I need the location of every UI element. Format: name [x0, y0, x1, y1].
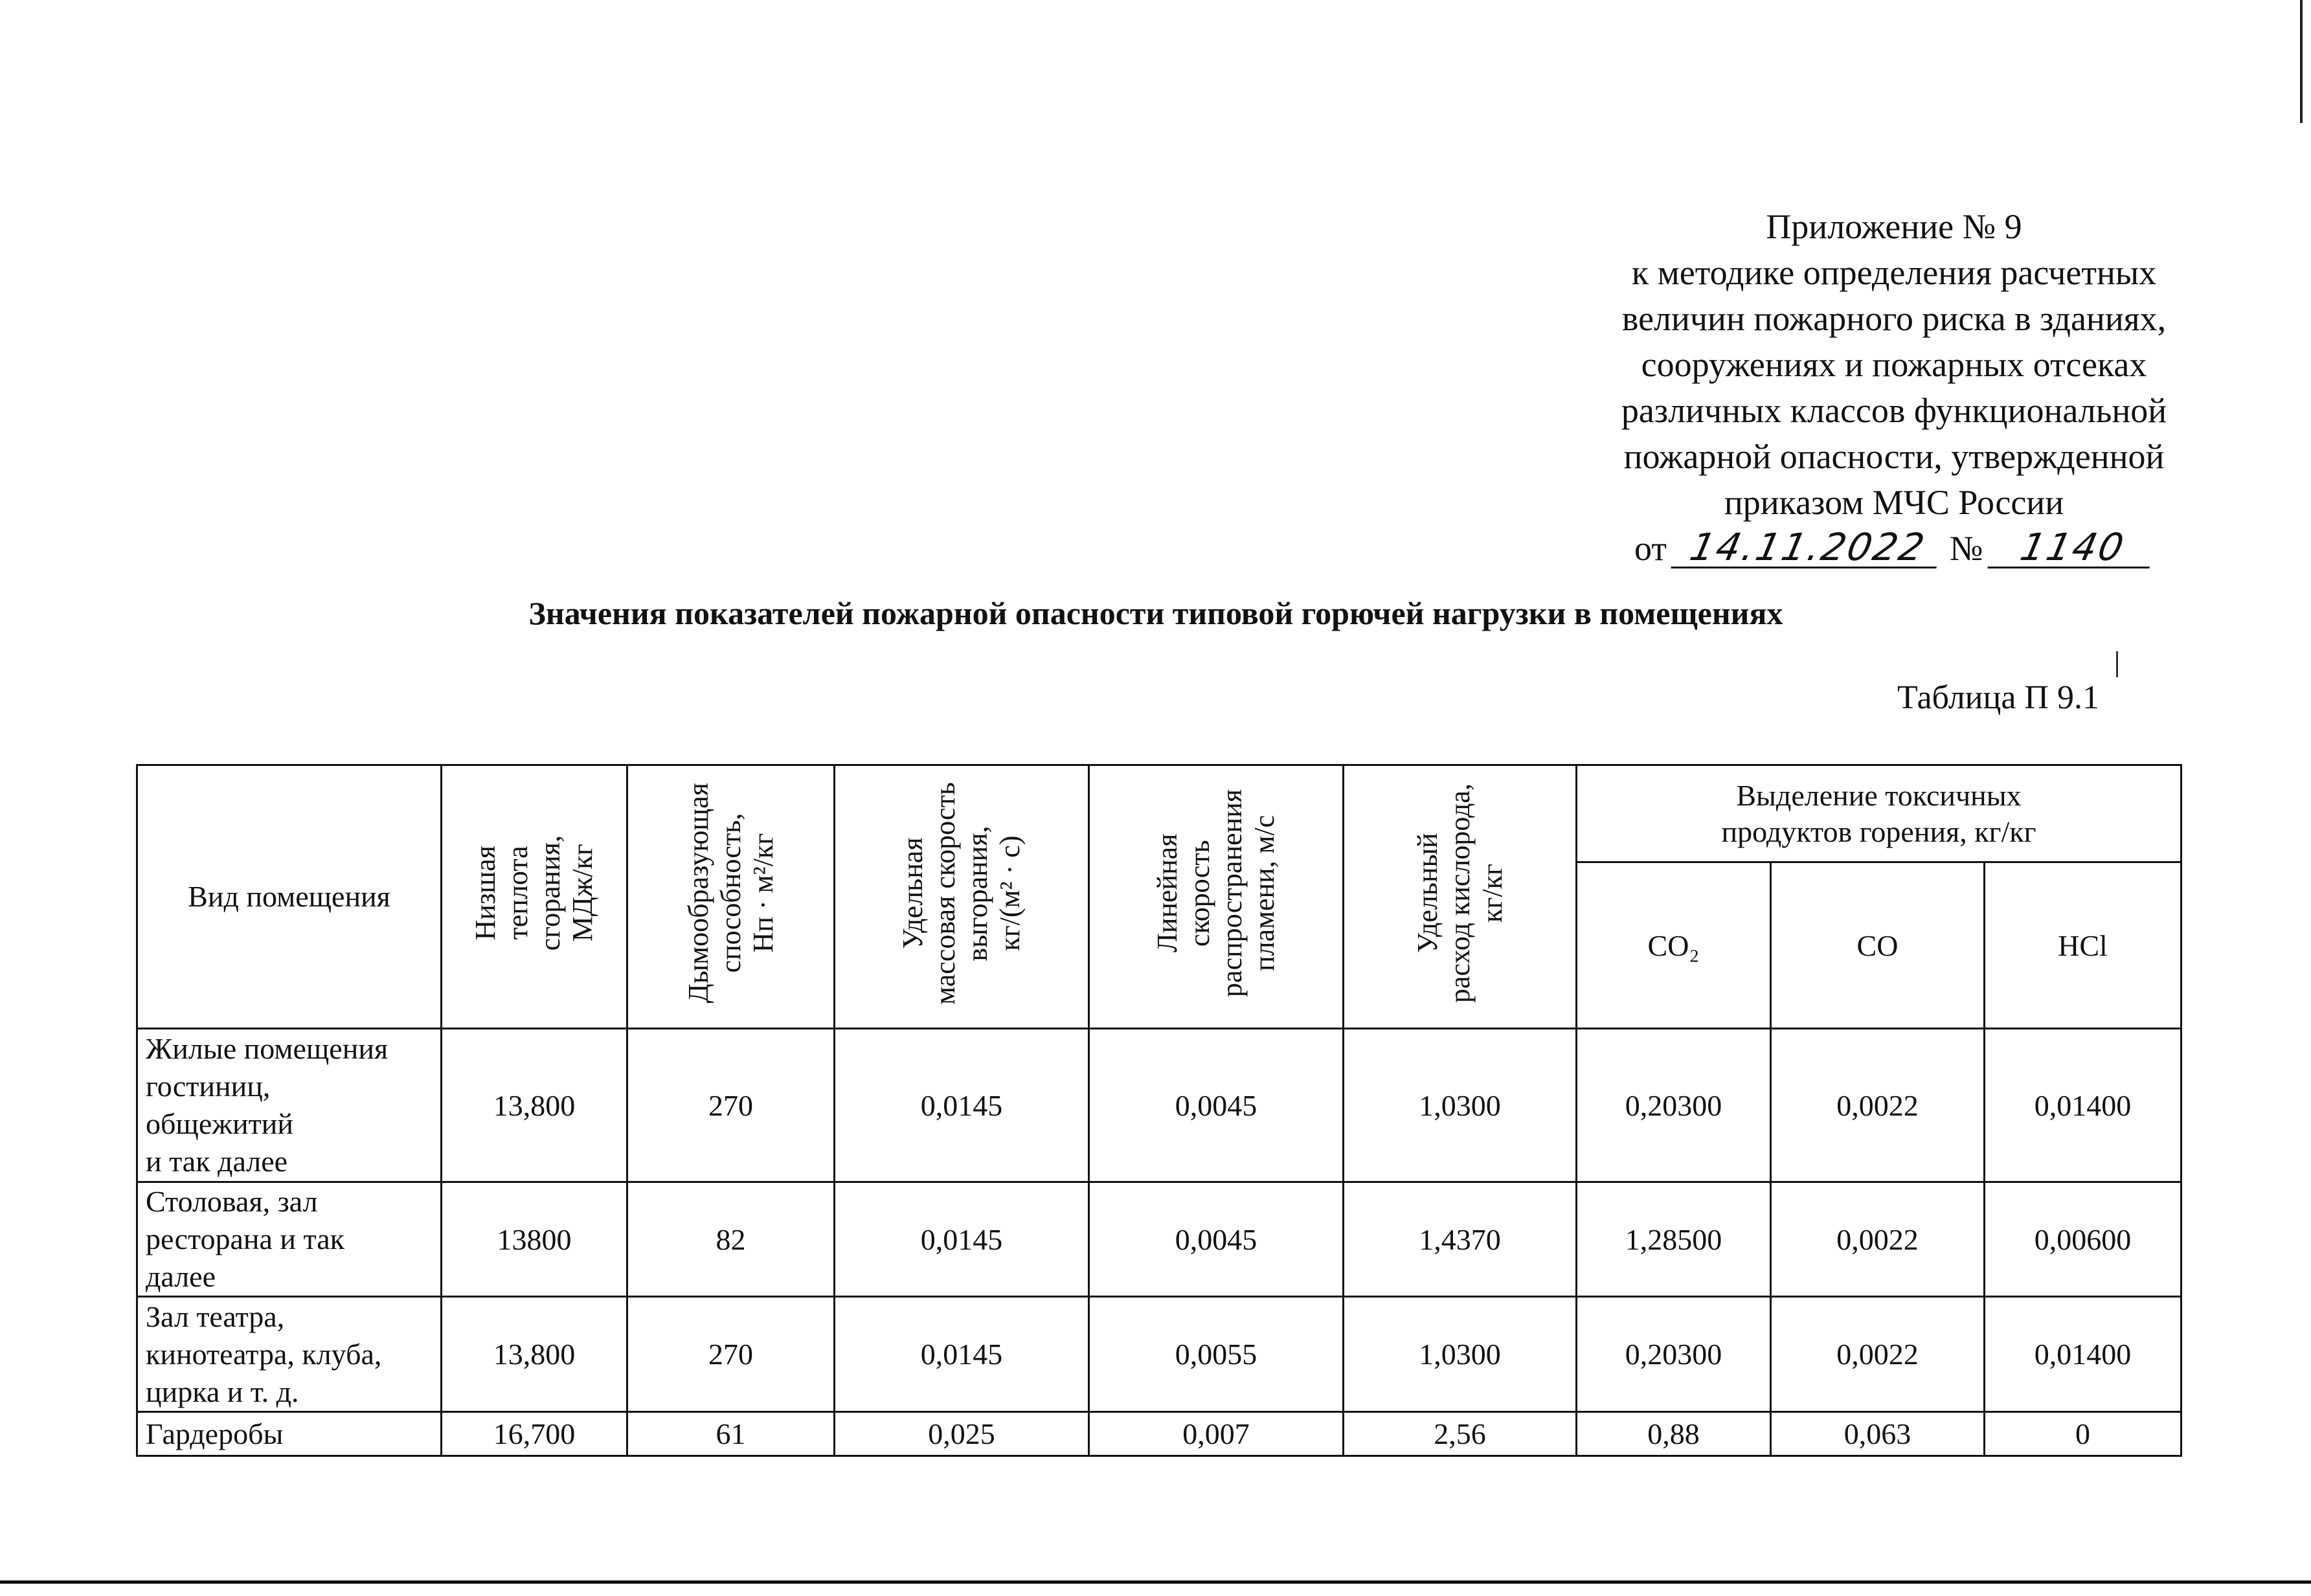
cell-smoke: 61 [627, 1412, 835, 1456]
header-oxygen [1344, 765, 1577, 1029]
header-co2: CO₂ [1577, 862, 1771, 1029]
cell-smoke: 270 [627, 1297, 835, 1412]
cell-hcl: 0 [1985, 1412, 2181, 1456]
appendix-line: приказом МЧС России [1724, 483, 2064, 522]
appendix-line: величин пожарного риска в зданиях, [1621, 299, 2167, 338]
header-hcl: HCl [1985, 862, 2181, 1029]
appendix-line: различных классов функциональной [1621, 391, 2167, 430]
cell-room: Жилые помещения гостиниц, общежитий и так далее [137, 1029, 442, 1182]
cell-oxygen: 1,0300 [1344, 1297, 1577, 1412]
appendix-header [1467, 204, 2311, 572]
cell-oxygen: 1,0300 [1344, 1029, 1577, 1182]
order-date-handwritten: 14.11.2022 [1671, 528, 1945, 568]
table-row [137, 1182, 2181, 1297]
order-line [1467, 526, 2311, 572]
cell-co: 0,0022 [1771, 1029, 1985, 1182]
header-heat-text: Низшая теплота сгорания, МДж/кг [469, 835, 598, 951]
cell-oxygen: 1,4370 [1344, 1182, 1577, 1297]
cell-co2: 0,88 [1577, 1412, 1771, 1456]
header-flame-speed [1089, 765, 1344, 1029]
appendix-line: сооружениях и пожарных отсеках [1641, 345, 2147, 384]
cell-hcl: 0,01400 [1985, 1297, 2181, 1412]
table-row [137, 1029, 2181, 1182]
header-heat [442, 765, 627, 1029]
header-smoke [627, 765, 835, 1029]
cell-burn-rate: 0,0145 [835, 1182, 1089, 1297]
header-smoke-text: Дымообразующая способность, Нп · м²/кг [682, 783, 779, 1004]
cell-burn-rate: 0,0145 [835, 1297, 1089, 1412]
table-header-row [137, 765, 2181, 862]
cell-co2: 1,28500 [1577, 1182, 1771, 1297]
header-burn-rate-text: Удельная массовая скорость выгорания, кг/(м² · с) [897, 781, 1026, 1005]
cell-smoke: 82 [627, 1182, 835, 1297]
cell-room: Гардеробы [137, 1412, 442, 1456]
table-label: Таблица П 9.1 [1897, 679, 2099, 716]
order-number-handwritten: 1140 [1987, 528, 2158, 568]
cell-co2: 0,20300 [1577, 1297, 1771, 1412]
cell-flame-speed: 0,0055 [1089, 1297, 1344, 1412]
appendix-line: Приложение № 9 [1766, 207, 2022, 246]
header-oxygen-text: Удельный расход кислорода, кг/кг [1411, 783, 1508, 1003]
cell-co: 0,063 [1771, 1412, 1985, 1456]
cell-heat: 13,800 [442, 1297, 627, 1412]
table-row [137, 1412, 2181, 1456]
cell-oxygen: 2,56 [1344, 1412, 1577, 1456]
cell-room: Столовая, зал ресторана и так далее [137, 1182, 442, 1297]
header-co: CO [1771, 862, 1985, 1029]
cell-hcl: 0,00600 [1985, 1182, 2181, 1297]
scan-edge-bottom [0, 1580, 2311, 1584]
cell-co: 0,0022 [1771, 1297, 1985, 1412]
order-number-sign: № [1949, 529, 1983, 568]
cell-co: 0,0022 [1771, 1182, 1985, 1297]
cell-smoke: 270 [627, 1029, 835, 1182]
order-prefix: от [1634, 529, 1667, 568]
header-flame-speed-text: Линейная скорость распространения пламени, м/с [1151, 789, 1280, 997]
scan-edge-right [2300, 0, 2303, 123]
cell-room: Зал театра, кинотеатра, клуба, цирка и т. д. [137, 1297, 442, 1412]
fire-load-table [136, 764, 2182, 1457]
cell-co2: 0,20300 [1577, 1029, 1771, 1182]
header-burn-rate [835, 765, 1089, 1029]
pen-tick-mark [2116, 651, 2118, 677]
appendix-line: к методике определения расчетных [1631, 253, 2157, 292]
header-room-type: Вид помещения [137, 765, 442, 1029]
appendix-line: пожарной опасности, утвержденной [1623, 437, 2165, 476]
cell-flame-speed: 0,0045 [1089, 1029, 1344, 1182]
header-toxic-products: Выделение токсичных продуктов горения, кг/кг [1577, 765, 2181, 862]
cell-heat: 13,800 [442, 1029, 627, 1182]
table-row [137, 1297, 2181, 1412]
cell-hcl: 0,01400 [1985, 1029, 2181, 1182]
document-title: Значения показателей пожарной опасности типовой горючей нагрузки в помещениях [528, 595, 1783, 631]
cell-burn-rate: 0,025 [835, 1412, 1089, 1456]
cell-heat: 13800 [442, 1182, 627, 1297]
cell-heat: 16,700 [442, 1412, 627, 1456]
cell-flame-speed: 0,0045 [1089, 1182, 1344, 1297]
cell-burn-rate: 0,0145 [835, 1029, 1089, 1182]
cell-flame-speed: 0,007 [1089, 1412, 1344, 1456]
